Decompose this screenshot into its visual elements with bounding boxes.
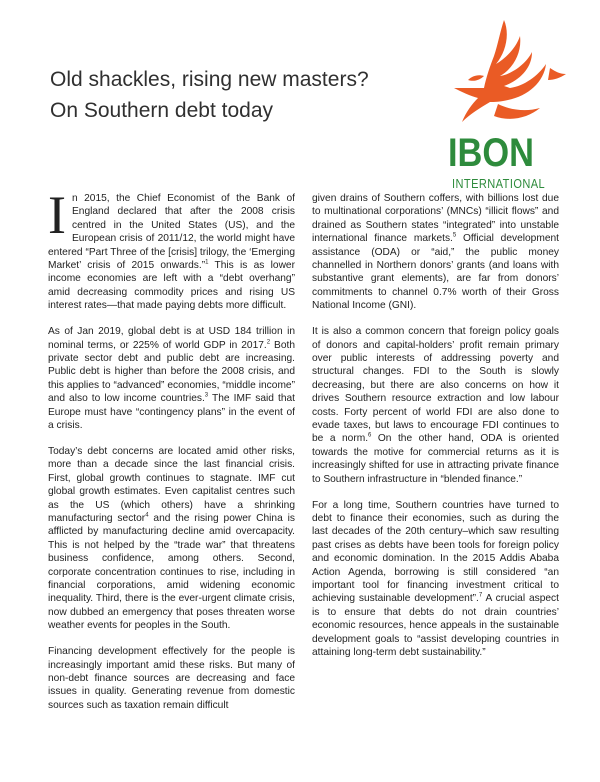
- dove-bird-icon: [440, 18, 572, 130]
- footnote-ref: 4: [145, 512, 149, 519]
- left-column: [48, 185, 295, 725]
- footnote-ref: 1: [205, 259, 209, 266]
- ibon-logo: [440, 18, 572, 200]
- drop-cap: I: [48, 185, 66, 245]
- paragraph: In 2015, the Chief Economist of the Bank of England declared that after the 2008 crisis centred in the United States (US), and the European crisis of 2011/12, the world might have entered “Part Three of the [crisis] trilogy, the ‘Emerging Market’ crisis of 2015 onwards.”$^1$ This is as lower income economies are left with a “debt overhang” amid decreasing commodity prices and rising US interest rates—that made paying debts more difficult.: [48, 185, 295, 312]
- page-title: [50, 64, 420, 126]
- footnote-ref: 7: [478, 592, 483, 599]
- logo-subtitle: INTERNATIONAL: [452, 176, 546, 191]
- footnote-ref: 2: [266, 339, 271, 346]
- paragraph: As of Jan 2019, global debt is at USD 184 trillion in nominal terms, or 225% of world GDP in 2017.$^2$ Both private sector debt and public debt are increasing. Public debt is higher than before the 2008 crisis, and this applies to “advanced” economies, “middle income” and also to low income countries.$^3$ The IMF said that Europe must have “contingency plans” in the event of a crisis.: [48, 326, 295, 431]
- title-line-1: Old shackles, rising new masters?: [50, 68, 369, 91]
- logo-wordmark: IBON: [448, 131, 534, 175]
- paragraph: given drains of Southern coffers, with billions lost due to multinational corporations’ (MNCs) “illicit flows” and drained as Southern states “integrated” into unstable international finance markets.$^5$ Official development assistance (ODA) or “aid,” the public money channelled in Northern donors’ grants (and loans with substantive grant elements), are far from donors’ commitments to channel 0.7% worth of their Gross National Income (GNI).: [312, 193, 559, 312]
- footnote-ref: 6: [368, 433, 372, 440]
- paragraph: It is also a common concern that foreign policy goals of donors and capital-holders’ profit remain primary over public interests of addressing poverty and structural changes. FDI to the South is slowly decreasing, but there are also concerns on how it drives Southern resource extraction and low labour costs. Forty percent of world FDI are also done to evade taxes, but laws to encourage FDI continues to be a norm.$^6$ On the other hand, ODA is oriented towards the motive for commercial returns as it is increasingly shifted for use in attracting private finance to Southern infrastructure in “blended finance.”: [312, 326, 559, 485]
- footnote-ref: 3: [204, 392, 209, 399]
- title-line-2: On Southern debt today: [50, 99, 273, 122]
- right-column: [312, 192, 559, 672]
- paragraph: Financing development effectively for the people is increasingly important amid these risks. But many of non-debt finance sources are decreasing and face issues in quality. Generating revenue from domestic sources such as taxation remain difficult: [48, 646, 295, 711]
- footnote-ref: 5: [452, 232, 457, 239]
- paragraph: Today’s debt concerns are located amid other risks, more than a decade since the last financial crisis. First, global growth continues to stagnate. IMF cut global growth estimates. Even capitalist centres such as the US (which others) have a shrinking manufacturing sector$^4$ and the rising power China is afflicted by manufacturing decline amid overcapacity. This is not helped by the “trade war” that threatens business confidence, among others. Second, corporate concentration continues to rise, including in financial corporations, amid widening economic inequality. Third, there is the ever-urgent climate crisis, now dubbed an emergency that poses threaten worse weather events for peoples in the South.: [48, 445, 295, 632]
- paragraph: For a long time, Southern countries have turned to debt to finance their economies, such as during the last decades of the 20th century–which saw resulting past crises as debts have been tools for foreign policy and economic domination. In the 2015 Addis Ababa Action Agenda, borrowing is still considered “an important tool for financing investment critical to achieving sustainable development”.$^7$ A crucial aspect is to ensure that debts do not drain countries’ economic resources, hence appeals in the sustainable development goals to “assist developing countries in attaining long-term debt sustainability.”: [312, 499, 559, 658]
